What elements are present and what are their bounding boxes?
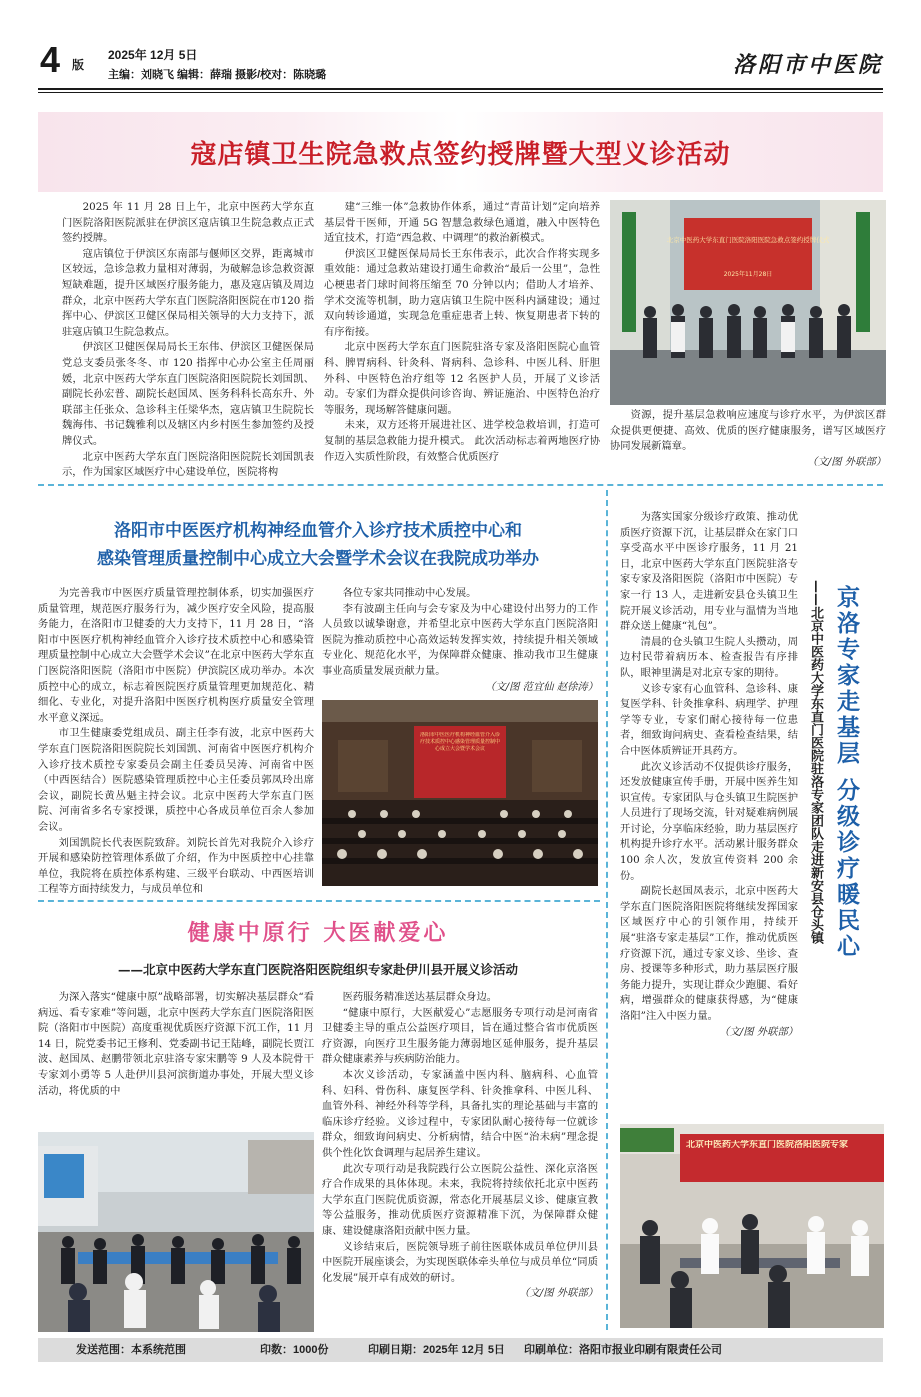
article3-subtitle: ——北京中医药大学东直门医院洛阳医院组织专家赴伊川县开展义诊活动 (117, 962, 518, 977)
article1-column-1 (62, 200, 314, 481)
paragraph: 未来，双方还将开展进社区、进学校急救培训，打造可复制的基层急救能力提升模式。 此次活动标志着两地医疗协作迈入实质性阶段，有效整合优质医疗 (324, 419, 600, 463)
photo-banner-date: 2025年11月28日 (723, 271, 773, 278)
article4-signature: （文/图 外联部） (719, 1025, 798, 1038)
article3-title: 健康中原行 大医献爱心 (187, 920, 449, 946)
paragraph: 此次义诊活动不仅提供诊疗服务，还发放健康宣传手册，开展中医养生知识宣传。专家团队与仓头镇卫生院医护人员进行了现场交流，针对疑难病例展开讨论，分享临床经验，助力基层医疗机构提升诊疗水平。活动累计服务群众 100 余人次，发放宣传资料 200 余份。 (620, 760, 798, 882)
footer-printer: 印刷单位：洛阳市报业印刷有限责任公司 (524, 1344, 722, 1356)
article2-column-1 (38, 586, 314, 898)
paragraph: 北京中医药大学东直门医院洛阳医院院长刘国凯表示，作为国家区域医疗中心建设单位，医院将构 (62, 450, 314, 479)
paragraph: 为落实国家分级诊疗政策、推动优质医疗资源下沉，让基层群众在家门口享受高水平中医诊疗服务，11 月 21 日，北京中医药大学东直门医院驻洛专家专家及洛阳医院（洛阳市中医院）专家一行 13 人，走进新安县仓头镇卫生院开展义诊活动，用专业与温情为当地群众送上健康“礼包”。 (620, 511, 798, 633)
article2-title-line1: 洛阳市中医医疗机构神经血管介入诊疗技术质控中心和 (114, 521, 522, 541)
paragraph: 刘国凯院长代表医院致辞。刘院长首先对我院介入诊疗开展和感染防控管理体系做了介绍，作为中医质控中心挂靠单位，我院将在质控体系构建、三级平台联动、中西医培训工程等方面持续发力，与成员单位和 (38, 836, 314, 896)
paragraph: “健康中原行，大医献爱心”志愿服务专项行动是河南省卫健委主导的重点公益医疗项目，旨在通过整合省市优质医疗资源，向医疗卫生服务能力薄弱地区延伸服务，提升基层群众健康素养与疾病防治能力。 (322, 1006, 598, 1066)
paragraph: 李有波副主任向与会专家及为中心建设付出努力的工作人员致以诚挚谢意，并希望北京中医药大学东直门医院洛阳医院为推动质控中心高效运转发挥实效，持续提升相关领域专业化、规范化水平，为保障群众健康、推动我市卫生健康事业高质量发展贡献力量。 (322, 602, 598, 677)
article2-signature: （文/图 范宜仙 赵徐涛） (485, 680, 598, 693)
footer-copies: 印数：1000份 (260, 1344, 329, 1356)
article3-photo (38, 1132, 314, 1332)
article1-photo (610, 200, 886, 405)
outdoor-clinic-image (38, 1132, 314, 1332)
page-number-label: 版 (72, 58, 85, 72)
paragraph: 伊滨区卫健医保局局长王东伟表示，此次合作将实现多重效能：通过急救站建设打通生命救治“最后一公里”，急性心梗患者门球时间将压缩至 70 分钟以内；借助人才培养、学术交流等机制，助力寇店镇卫生院中医科内涵建设；通过双向转诊通道，实现急危重症患者上转、恢复期患者下转的有序衔接。 (324, 247, 600, 338)
section-divider (38, 484, 883, 486)
column-divider (606, 490, 608, 1330)
article2-column-2 (322, 586, 598, 695)
page-number: 4 (40, 39, 61, 80)
issue-date: 2025年 12月 5日 (108, 48, 198, 62)
paragraph: 为完善我市中医医疗质量管理控制体系，切实加强医疗质量管理，规范医疗服务行为，减少医疗安全风险，提高服务能力，在洛阳市卫健委的大力支持下，11 月 28 日，“洛阳市中医医疗机构神经血管介入诊疗技术质控中心和感染管理质量控制中心成立大会暨学术会议”在北京中医药大学东直门医院洛阳医院（洛阳市中医院）伊滨院区成功举办。本次质控中心的成立，标志着医院医疗质量管理更加规范化、精细化、专业化，对提升洛阳中医医疗机构医疗质量安全管理水平意义深远。 (38, 587, 314, 724)
paragraph: 义诊专家有心血管科、急诊科、康复医学科、针灸推拿科、病理学、护理学等专业，专家们耐心接待每一位患者，细致询问病史、查看检查结果，结合中医体质辨证开具药方。 (620, 682, 798, 757)
footer-scope: 发送范围：本系统范围 (76, 1344, 186, 1356)
article1-title: 寇店镇卫生院急救点签约授牌暨大型义诊活动 (190, 140, 731, 170)
paragraph: 市卫生健康委党组成员、副主任李有波，北京中医药大学东直门医院洛阳医院院长刘国凯、河南省中医医疗机构介入诊疗技术质控专家委员会副主任委员吴涛、河南省中医（中西医结合）医院感染管理质控中心主任委员郭凤玲出席会议，副院长黄丛魁主持会议。北京中医药大学东直门医院、河南省多名专家授课，质控中心各成员单位百余人参加会议。 (38, 727, 314, 833)
article1-column-3 (610, 408, 886, 470)
article2-title-line2: 感染管理质量控制中心成立大会暨学术会议在我院成功举办 (97, 549, 539, 569)
paragraph: 北京中医药大学东直门医院驻洛专家及洛阳医院心血管科、脾胃病科、针灸科、肾病科、急诊科、中医儿科、肝胆外科、中医特色治疗组等 12 名医护人员，开展了义诊活动。专家们为群众提供问诊咨询、辨证施治、中医特色治疗等服务，现场解答健康问题。 (324, 341, 600, 416)
article1-column-2 (324, 200, 600, 465)
article3-signature: （文/图 外联部） (519, 1287, 598, 1300)
article2-photo (322, 700, 598, 886)
article4-subtitle: ——北京中医药大学东直门医院驻洛专家团队走进新安县仓头镇 (808, 580, 823, 944)
paragraph: 医药服务精准送达基层群众身边。 (342, 991, 498, 1003)
article1-signature: （文/图 外联部） (807, 455, 886, 468)
paragraph: 建“三维一体”急救协作体系，通过“青苗计划”定向培养基层骨干医师，开通 5G 智慧急救绿色通道，融入中医特色适宜技术，打造“西急救、中调理”的救治新模式。 (324, 201, 600, 245)
paragraph: 寇店镇位于伊滨区东南部与偃师区交界，距离城市区较远，急诊急救力量相对薄弱，为破解急诊急救资源短缺难题，提升区域医疗服务能力，惠及寇店镇及周边群众，北京中医药大学东直门医院洛阳医院在市120 指挥中心、伊滨区卫健区保局相关领导的大力支持下，派驻寇店镇卫生院急救点。 (62, 247, 314, 338)
header-rule (38, 88, 883, 90)
header-rule-thin (38, 92, 883, 93)
paragraph: 本次义诊活动，专家涵盖中医内科、脑病科、心血管科、妇科、骨伤科、康复医学科、针灸推拿科、中医儿科、血管外科、神经外科等学科，具备扎实的理论基础与丰富的临床诊疗经验。义诊过程中，专家团队耐心接待每一位就诊群众，细致询问病史、分析病情，结合中医“治未病”理念提供个性化饮食调理与起居养生建议。 (322, 1068, 598, 1159)
paragraph: 伊滨区卫健医保局局长王东伟、伊滨区卫健医保局党总支委员张冬冬、市 120 指挥中心办公室主任周丽媛，北京中医药大学东直门医院洛阳医院院长刘国凯、副院长孙宏普、副院长赵国凤、医务科科长高东升、外联部主任张众、急诊科主任梁华杰，寇店镇卫生院院长魏海伟、书记魏雅利以及辖区内乡村医生参加签约及授牌仪式。 (62, 341, 314, 447)
newspaper-brand: 洛阳市中医院 (732, 52, 883, 78)
paragraph: 资源，提升基层急救响应速度与诊疗水平，为伊滨区群众提供更便捷、高效、优质的医疗健康服务，谱写区域医疗协同发展新篇章。 (610, 409, 886, 453)
article4-photo (620, 1124, 884, 1328)
photo-banner-text: 北京中医药大学东直门医院洛阳医院急救点签约授牌仪式 (666, 236, 830, 244)
paragraph: 清晨的仓头镇卫生院人头攒动，周边村民带着病历本、检查报告有序排队，眼神里满是对北京专家的期待。 (620, 635, 798, 679)
article3-column-2 (322, 990, 598, 1302)
photo-banner-text: 北京中医药大学东直门医院洛阳医院专家 (686, 1140, 849, 1150)
article4-column (620, 510, 798, 1040)
paragraph: 2025 年 11 月 28 日上午，北京中医药大学东直门医院洛阳医院派驻在伊滨区寇店镇卫生院急救点正式签约授牌。 (62, 201, 314, 245)
photo-banner-text: 洛阳市中医医疗机构神经血管介入诊疗技术质控中心感染管理质量控制中心成立大会暨学术会议 (419, 732, 500, 752)
paragraph: 各位专家共同推动中心发展。 (342, 587, 477, 599)
signing-ceremony-image (610, 200, 886, 405)
paragraph: 为深入落实“健康中原”战略部署，切实解决基层群众“看病远、看专家难”等问题，北京中医药大学东直门医院洛阳医院（洛阳市中医院）高度重视优质医疗资源下沉工作，11 月 14 日，院党委书记王修利、党委副书记王陆峰，副院长贾江波、赵国凤、赵鹏带领北京驻洛专家宋鹏等 9 人及本院骨干专家刘小勇等 5 人赴伊川县河滨街道办事处，开展大型义诊活动，将优质的中 (38, 991, 314, 1097)
paragraph: 义诊结束后，医院领导班子前往医联体成员单位伊川县中医院开展座谈会，为实现医联体牵头单位与成员单位“同质化发展”展开卓有成效的研讨。 (322, 1240, 598, 1284)
paragraph: 副院长赵国凤表示，北京中医药大学东直门医院洛阳医院将继续发挥国家区域医疗中心的引领作用，持续开展“驻洛专家走基层”工作，推动优质医疗资源下沉，通过专家义诊、坐诊、查房、授课等多种形式，助力基层医疗服务能力提升，实现让群众少跑腿、看好病，增强群众的健康获得感，为“健康洛阳”注入中医力量。 (620, 885, 798, 1022)
footer-bar (38, 1338, 883, 1362)
article4-title: 京洛专家走基层 分级诊疗暖民心 (833, 585, 860, 961)
footer-print-date: 印刷日期：2025年 12月 5日 (368, 1344, 505, 1356)
conference-hall-image (322, 700, 598, 886)
clinic-consultation-image (620, 1124, 884, 1328)
section-divider (38, 900, 600, 902)
staff-credits: 主编：刘晓飞 编辑：薛瑞 摄影/校对：陈晓璐 (108, 69, 327, 81)
article3-column-1 (38, 990, 314, 1099)
paragraph: 此次专项行动是我院践行公立医院公益性、深化京洛医疗合作成果的具体体现。未来，我院将持续依托北京中医药大学东直门医院优质资源，常态化开展基层义诊、健康宣教等公益服务，推动优质医疗资源精准下沉，为保障群众健康、建设健康洛阳贡献中医力量。 (322, 1162, 598, 1237)
